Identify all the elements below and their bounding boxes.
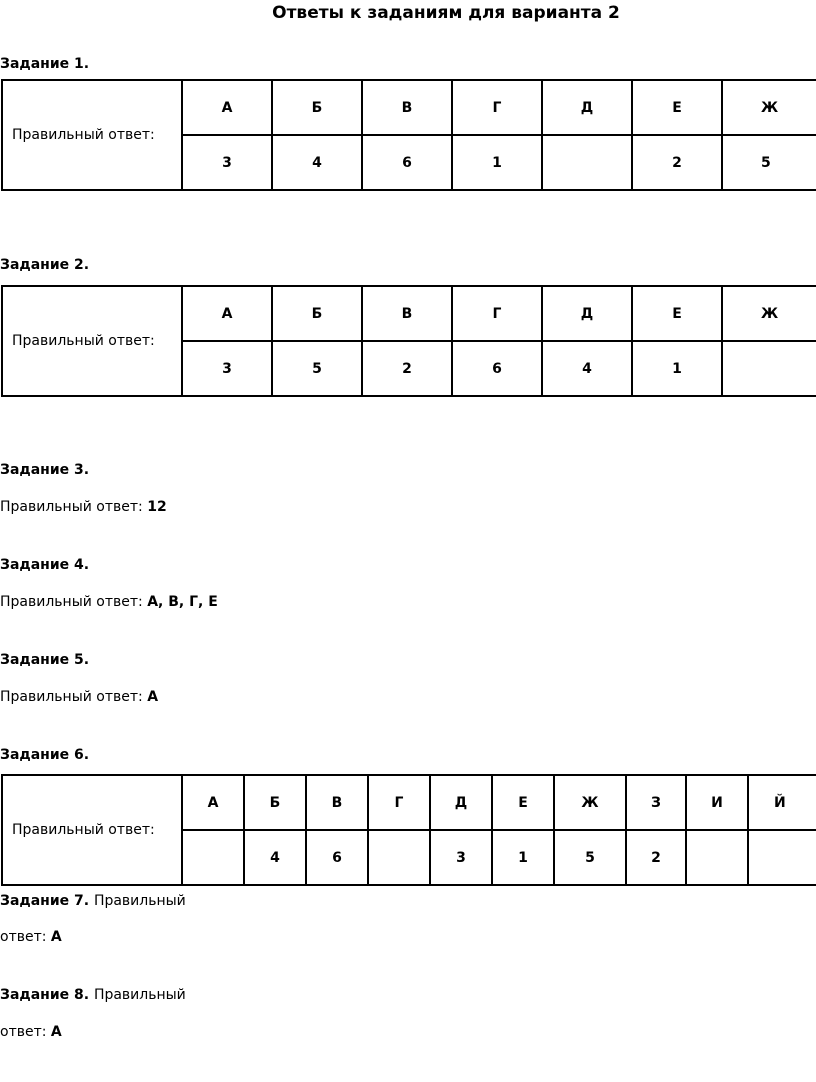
task-3-answer-label: Правильный ответ: [0,499,143,515]
task-2-answer-label: Правильный ответ: [2,286,182,396]
task-6-answer-cell: 1 [492,830,554,885]
task-8-heading-title: Задание 8. [0,987,90,1003]
task-6-answer-cell [686,830,748,885]
task-2-answer-cell: 2 [362,341,452,396]
task-1-heading: Задание 1. [0,56,90,72]
task-1-answer-cell: 1 [452,135,542,190]
task-2-answer-cell: 6 [452,341,542,396]
task-5-heading: Задание 5. [0,652,90,668]
task-2-table [1,285,816,397]
task-6-letter-cell: З [626,775,686,830]
task-1-letter-cell: Б [272,80,362,135]
task-1-letter-cell: Г [452,80,542,135]
task-6-letter-cell: В [306,775,368,830]
task-3-heading: Задание 3. [0,462,90,478]
task-8-answer-label: ответ: [0,1024,47,1040]
task-1-answer-cell: 5 [722,135,816,190]
task-5-answer-value: А [147,689,159,705]
task-6-answer-cell [748,830,816,885]
task-6-answer-cell: 4 [244,830,306,885]
task-5-answer-label: Правильный ответ: [0,689,143,705]
task-4-answer-value: А, В, Г, Е [147,594,218,610]
task-1-answer-cell: 3 [182,135,272,190]
task-6-answer-cell: 5 [554,830,626,885]
task-8-answer [0,1024,62,1040]
task-2-answer-cell: 1 [632,341,722,396]
task-2-letter-cell: Б [272,286,362,341]
task-8-heading-rest: Правильный [93,987,186,1003]
task-2-letter-cell: Ж [722,286,816,341]
task-2-answer-cell: 3 [182,341,272,396]
task-7-heading [0,893,186,909]
task-1-answer-label: Правильный ответ: [2,80,182,190]
task-8-heading [0,987,186,1003]
task-6-letter-cell: Ж [554,775,626,830]
task-1-answer-cell: 2 [632,135,722,190]
task-5-answer [0,689,158,705]
task-6-letter-cell: Б [244,775,306,830]
task-6-answer-cell: 2 [626,830,686,885]
task-4-answer-label: Правильный ответ: [0,594,143,610]
task-1-letter-cell: Е [632,80,722,135]
task-3-answer [0,499,167,515]
task-1-letter-cell: Д [542,80,632,135]
task-2-heading: Задание 2. [0,257,90,273]
task-6-answer-cell: 6 [306,830,368,885]
task-7-heading-rest: Правильный [93,893,186,909]
task-1-table [1,79,816,191]
task-7-answer [0,929,62,945]
task-7-answer-label: ответ: [0,929,47,945]
task-6-table [1,774,816,886]
task-6-letter-cell: И [686,775,748,830]
task-6-answer-label: Правильный ответ: [2,775,182,885]
task-2-letter-cell: А [182,286,272,341]
task-1-answer-cell: 4 [272,135,362,190]
task-2-letter-cell: Е [632,286,722,341]
task-8-answer-value: А [50,1024,62,1040]
task-2-letter-cell: Г [452,286,542,341]
task-6-answer-cell [368,830,430,885]
task-6-letter-cell: Д [430,775,492,830]
task-1-answer-cell: 6 [362,135,452,190]
task-2-letter-cell: В [362,286,452,341]
task-6-heading: Задание 6. [0,747,90,763]
task-7-heading-title: Задание 7. [0,893,90,909]
task-2-letter-cell: Д [542,286,632,341]
task-6-letter-cell: А [182,775,244,830]
task-6-letter-cell: Й [748,775,816,830]
task-6-letter-cell: Г [368,775,430,830]
task-6-answer-cell [182,830,244,885]
task-1-letter-cell: А [182,80,272,135]
task-4-answer [0,594,218,610]
page-title: Ответы к заданиям для варианта 2 [272,3,620,23]
task-2-answer-cell: 4 [542,341,632,396]
task-6-answer-cell: 3 [430,830,492,885]
task-2-answer-cell [722,341,816,396]
task-2-answer-cell: 5 [272,341,362,396]
task-1-letter-cell: В [362,80,452,135]
task-3-answer-value: 12 [147,499,167,515]
task-1-letter-cell: Ж [722,80,816,135]
task-7-answer-value: А [50,929,62,945]
task-1-answer-cell [542,135,632,190]
task-6-letter-cell: Е [492,775,554,830]
task-4-heading: Задание 4. [0,557,90,573]
